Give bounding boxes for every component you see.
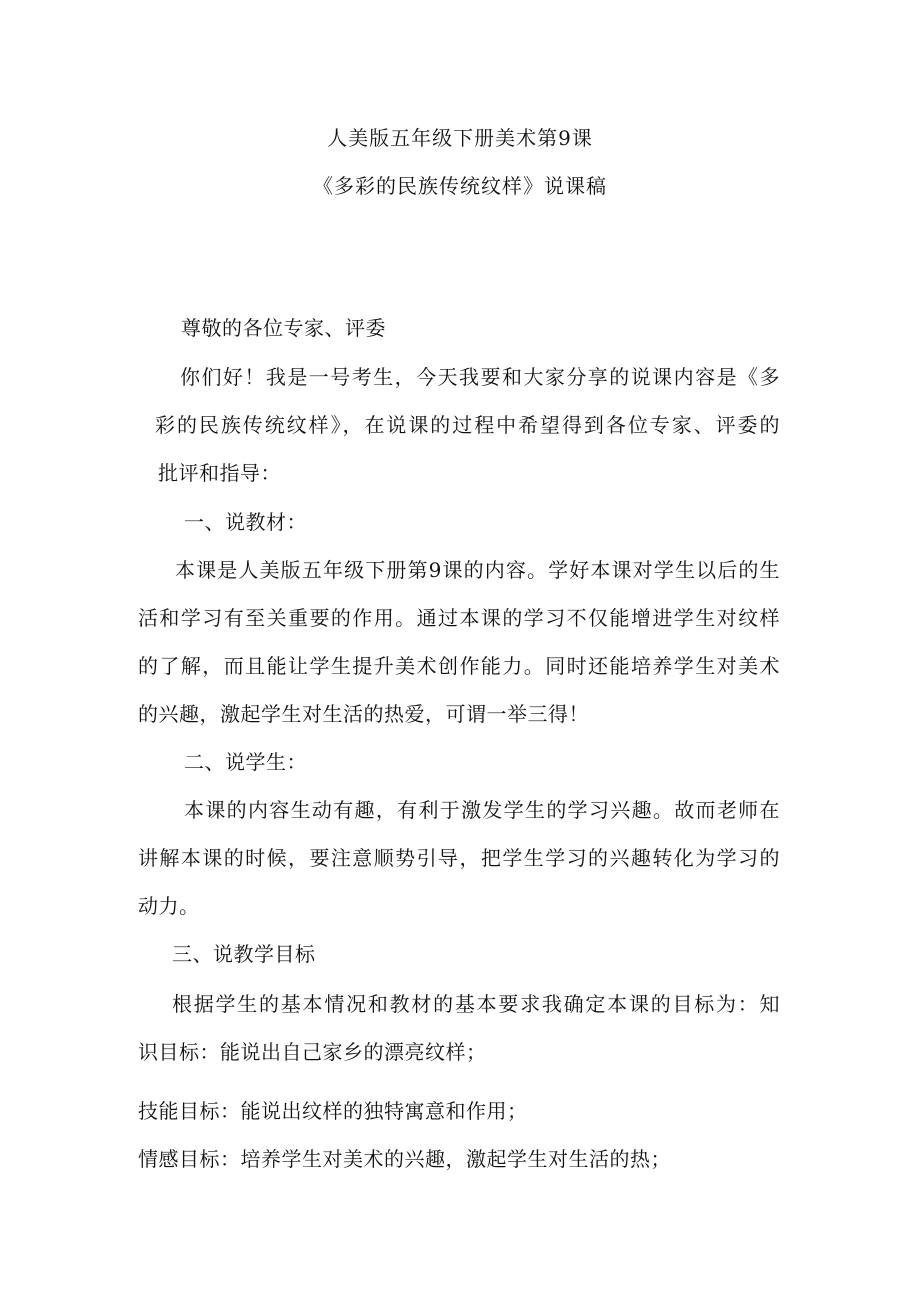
section2-line-3: 动力。 <box>138 894 200 918</box>
section3-line-2: 识目标：能说出自己家乡的漂亮纹样； <box>138 1040 487 1064</box>
section2-line-1: 本课的内容生动有趣，有利于激发学生的学习兴趣。故而老师在 <box>184 798 780 822</box>
section1-line-1: 本课是人美版五年级下册第9课的内容。学好本课对学生以后的生 <box>175 558 780 582</box>
section3-line-4: 情感目标：培养学生对美术的兴趣，激起学生对生活的热； <box>138 1147 671 1171</box>
section2-line-2: 讲解本课的时候，要注意顺势引导，把学生学习的兴趣转化为学习的 <box>138 846 780 870</box>
intro-line-2: 彩的民族传统纹样》，在说课的过程中希望得到各位专家、评委的 <box>155 413 780 437</box>
document-title-line-1: 人美版五年级下册美术第9课 <box>327 126 593 150</box>
section3-line-3: 技能目标：能说出纹样的独特寓意和作用； <box>138 1099 528 1123</box>
section3-line-1: 根据学生的基本情况和教材的基本要求我确定本课的目标为：知 <box>172 992 780 1016</box>
salutation: 尊敬的各位专家、评委 <box>181 316 386 340</box>
section1-line-4: 的兴趣，激起学生对生活的热爱，可谓一举三得！ <box>138 702 589 726</box>
section-heading-textbook: 一、说教材： <box>184 510 307 534</box>
section1-line-3: 的了解，而且能让学生提升美术创作能力。同时还能培养学生对美术 <box>138 654 780 678</box>
document-title-line-2: 《多彩的民族传统纹样》说课稿 <box>313 174 607 198</box>
intro-line-3: 批评和指导： <box>158 461 281 485</box>
section-heading-objectives: 三、说教学目标 <box>172 942 316 966</box>
section1-line-2: 活和学习有至关重要的作用。通过本课的学习不仅能增进学生对纹样 <box>138 606 780 630</box>
intro-line-1: 你们好！我是一号考生，今天我要和大家分享的说课内容是《多 <box>180 365 780 389</box>
section-heading-students: 二、说学生： <box>184 750 307 774</box>
